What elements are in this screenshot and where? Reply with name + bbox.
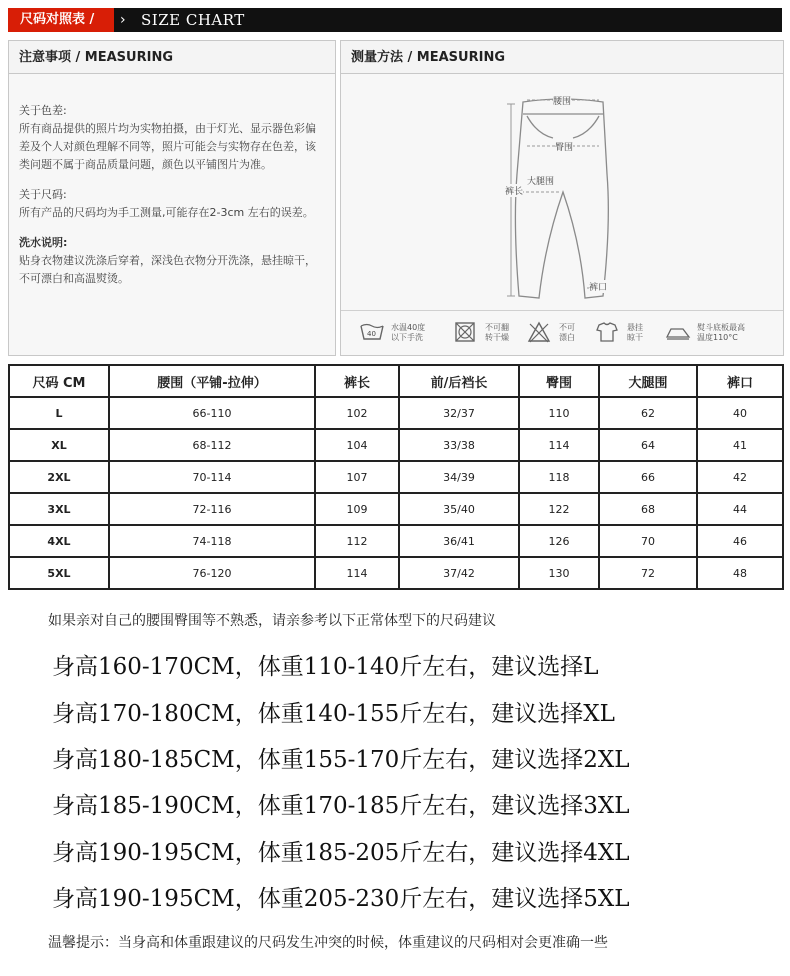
care-tumble-line1: 不可翻 [485, 323, 509, 332]
care-bleach-line1: 不可 [559, 323, 575, 332]
method-body [341, 74, 783, 355]
hip-label: 臀围 [555, 140, 573, 153]
care-hang-line2: 晾干 [627, 333, 643, 342]
cell-thigh: 62 [599, 397, 697, 429]
cell-length: 104 [315, 429, 399, 461]
care-wash-line2: 以下手洗 [391, 333, 423, 342]
cell-size: 4XL [9, 525, 109, 557]
method-heading: 测量方法 / MEASURING [341, 41, 783, 74]
cell-hip: 122 [519, 493, 599, 525]
care-iron-line1: 熨斗底板最高 [697, 323, 745, 332]
cell-length: 112 [315, 525, 399, 557]
cell-thigh: 64 [599, 429, 697, 461]
col-header-hem: 裤口 [697, 365, 783, 397]
cell-rise: 36/41 [399, 525, 519, 557]
notes-heading: 注意事项 / MEASURING [9, 41, 335, 74]
pants-diagram [341, 74, 783, 306]
svg-text:40: 40 [367, 330, 376, 338]
hem-label: 裤口 [589, 280, 607, 293]
table-row [9, 493, 783, 525]
care-bleach-line2: 漂白 [559, 333, 575, 342]
cell-hip: 110 [519, 397, 599, 429]
advice-intro: 如果亲对自己的腰围臀围等不熟悉，请亲参考以下正常体型下的尺码建议 [48, 613, 496, 629]
cell-thigh: 70 [599, 525, 697, 557]
no-tumble-dry-icon [453, 321, 479, 343]
care-instructions [341, 310, 783, 357]
cell-hip: 126 [519, 525, 599, 557]
thigh-label: 大腿围 [527, 174, 554, 187]
table-row [9, 557, 783, 589]
cell-thigh: 68 [599, 493, 697, 525]
recommendation-line: 身高160-170CM，体重110-140斤左右，建议选择L [52, 654, 599, 680]
measuring-notes-panel [8, 40, 336, 356]
care-hang-line1: 悬挂 [627, 323, 643, 332]
size-table [8, 364, 784, 590]
table-row [9, 461, 783, 493]
cell-hem: 44 [697, 493, 783, 525]
header-badge: 尺码对照表 / [8, 8, 114, 32]
chevron-right-icon: › [120, 12, 126, 28]
table-row [9, 397, 783, 429]
cell-hip: 114 [519, 429, 599, 461]
cell-rise: 32/37 [399, 397, 519, 429]
cell-rise: 34/39 [399, 461, 519, 493]
size-chart-header [8, 8, 782, 32]
iron-icon [665, 321, 693, 343]
cell-rise: 35/40 [399, 493, 519, 525]
col-header-size: 尺码 CM [9, 365, 109, 397]
cell-waist: 72-116 [109, 493, 315, 525]
col-header-waist: 腰围（平铺-拉伸） [109, 365, 315, 397]
col-header-hip: 臀围 [519, 365, 599, 397]
color-note-text: 所有商品提供的照片均为实物拍摄，由于灯光、显示器色彩偏差及个人对颜色理解不同等，照片可能会与实物存在色差，该类问题不属于商品质量问题，颜色以平铺图片为准。 [19, 122, 316, 171]
cell-rise: 37/42 [399, 557, 519, 589]
table-header-row [9, 365, 783, 397]
cell-length: 109 [315, 493, 399, 525]
cell-hem: 40 [697, 397, 783, 429]
care-wash-line1: 水温40度 [391, 323, 426, 332]
length-label: 裤长 [505, 184, 523, 197]
col-header-thigh: 大腿围 [599, 365, 697, 397]
header-title: SIZE CHART [141, 11, 245, 29]
cell-waist: 70-114 [109, 461, 315, 493]
wash-40-icon [359, 321, 385, 341]
size-note-title: 关于尺码: [19, 188, 67, 201]
cell-length: 107 [315, 461, 399, 493]
color-note-title: 关于色差: [19, 104, 67, 117]
cell-waist: 68-112 [109, 429, 315, 461]
cell-hem: 46 [697, 525, 783, 557]
cell-waist: 76-120 [109, 557, 315, 589]
advice-footer: 温馨提示：当身高和体重跟建议的尺码发生冲突的时候，体重建议的尺码相对会更准确一些 [48, 935, 608, 951]
recommendation-line: 身高190-195CM，体重205-230斤左右，建议选择5XL [52, 886, 630, 912]
cell-size: 5XL [9, 557, 109, 589]
size-note-text: 所有产品的尺码均为手工测量,可能存在2-3cm 左右的误差。 [19, 206, 314, 219]
cell-hip: 118 [519, 461, 599, 493]
cell-hem: 48 [697, 557, 783, 589]
cell-size: XL [9, 429, 109, 461]
hang-dry-icon [595, 321, 621, 343]
recommendation-line: 身高170-180CM，体重140-155斤左右，建议选择XL [52, 701, 615, 727]
col-header-length: 裤长 [315, 365, 399, 397]
table-row [9, 429, 783, 461]
wash-note-text: 贴身衣物建议洗涤后穿着，深浅色衣物分开洗涤，悬挂晾干，不可漂白和高温熨烫。 [19, 254, 316, 285]
recommendation-line: 身高185-190CM，体重170-185斤左右，建议选择3XL [52, 793, 630, 819]
wash-note-title: 洗水说明: [19, 236, 68, 249]
care-tumble-line2: 转干燥 [485, 333, 509, 342]
cell-length: 102 [315, 397, 399, 429]
cell-size: 2XL [9, 461, 109, 493]
cell-thigh: 66 [599, 461, 697, 493]
recommendation-line: 身高190-195CM，体重185-205斤左右，建议选择4XL [52, 840, 630, 866]
cell-waist: 74-118 [109, 525, 315, 557]
notes-body [9, 74, 335, 355]
cell-thigh: 72 [599, 557, 697, 589]
cell-waist: 66-110 [109, 397, 315, 429]
care-iron-line2: 温度110°C [697, 333, 738, 342]
cell-hip: 130 [519, 557, 599, 589]
cell-size: 3XL [9, 493, 109, 525]
col-header-rise: 前/后裆长 [399, 365, 519, 397]
no-bleach-icon [527, 321, 553, 343]
cell-rise: 33/38 [399, 429, 519, 461]
cell-length: 114 [315, 557, 399, 589]
waist-label: 腰围 [553, 94, 571, 107]
recommendation-line: 身高180-185CM，体重155-170斤左右，建议选择2XL [52, 747, 630, 773]
table-row [9, 525, 783, 557]
cell-size: L [9, 397, 109, 429]
cell-hem: 42 [697, 461, 783, 493]
measuring-method-panel [340, 40, 784, 356]
cell-hem: 41 [697, 429, 783, 461]
